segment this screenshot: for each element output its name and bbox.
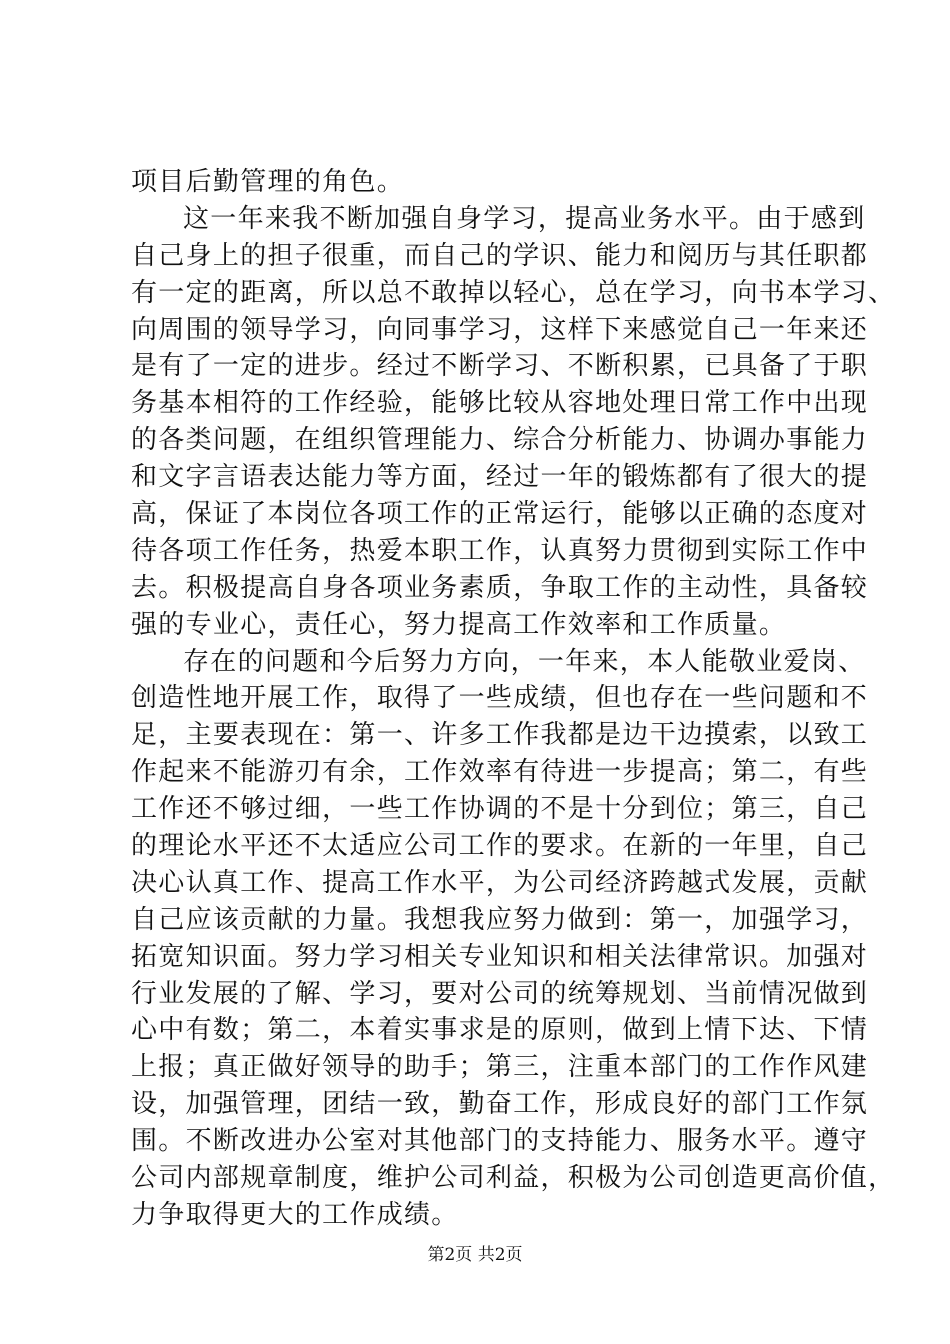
text-line: 去。积极提高自身各项业务素质，争取工作的主动性，具备较 (131, 572, 869, 603)
text-line: 心中有数；第二，本着实事求是的原则，做到上情下达、下情 (131, 1015, 869, 1046)
text-line: 务基本相符的工作经验，能够比较从容地处理日常工作中出现 (131, 388, 869, 419)
text-line: 拓宽知识面。努力学习相关专业知识和相关法律常识。加强对 (131, 941, 869, 972)
text-line: 足，主要表现在：第一、许多工作我都是边干边摸索，以致工 (131, 720, 869, 751)
text-line: 作起来不能游刃有余，工作效率有待进一步提高；第二，有些 (131, 757, 869, 788)
text-line: 创造性地开展工作，取得了一些成绩，但也存在一些问题和不 (131, 683, 869, 714)
text-line: 行业发展的了解、学习，要对公司的统筹规划、当前情况做到 (131, 978, 869, 1009)
text-line: 高，保证了本岗位各项工作的正常运行，能够以正确的态度对 (131, 499, 869, 530)
text-line: 向周围的领导学习，向同事学习，这样下来感觉自己一年来还 (131, 314, 869, 345)
text-line: 决心认真工作、提高工作水平，为公司经济跨越式发展，贡献 (131, 867, 869, 898)
page-number-footer: 第2页 共2页 (427, 1245, 523, 1265)
text-line: 待各项工作任务，热爱本职工作，认真努力贯彻到实际工作中 (131, 535, 869, 566)
text-line: 公司内部规章制度，维护公司利益，积极为公司创造更高价值， (131, 1163, 896, 1194)
text-line: 力争取得更大的工作成绩。 (131, 1199, 459, 1230)
text-line: 自己身上的担子很重，而自己的学识、能力和阅历与其任职都 (131, 240, 869, 271)
text-line: 围。不断改进办公室对其他部门的支持能力、服务水平。遵守 (131, 1126, 869, 1157)
text-line: 强的专业心，责任心，努力提高工作效率和工作质量。 (131, 609, 787, 640)
text-line: 设，加强管理，团结一致，勤奋工作，形成良好的部门工作氛 (131, 1089, 869, 1120)
text-line: 工作还不够过细，一些工作协调的不是十分到位；第三，自己 (131, 794, 869, 825)
text-line: 项目后勤管理的角色。 (131, 167, 405, 197)
text-line: 的理论水平还不太适应公司工作的要求。在新的一年里，自己 (131, 831, 869, 862)
paragraph-start-line: 存在的问题和今后努力方向，一年来，本人能敬业爱岗、 (183, 646, 866, 677)
text-line: 和文字言语表达能力等方面，经过一年的锻炼都有了很大的提 (131, 462, 869, 493)
text-line: 自己应该贡献的力量。我想我应努力做到：第一，加强学习， (131, 904, 869, 935)
text-line: 是有了一定的进步。经过不断学习、不断积累，已具备了于职 (131, 351, 869, 382)
text-line: 的各类问题，在组织管理能力、综合分析能力、协调办事能力 (131, 425, 869, 456)
paragraph-start-line: 这一年来我不断加强自身学习，提高业务水平。由于感到 (183, 203, 866, 234)
text-line: 有一定的距离，所以总不敢掉以轻心，总在学习，向书本学习、 (131, 277, 896, 308)
text-line: 上报；真正做好领导的助手；第三，注重本部门的工作作风建 (131, 1052, 869, 1083)
document-body (131, 164, 896, 1234)
